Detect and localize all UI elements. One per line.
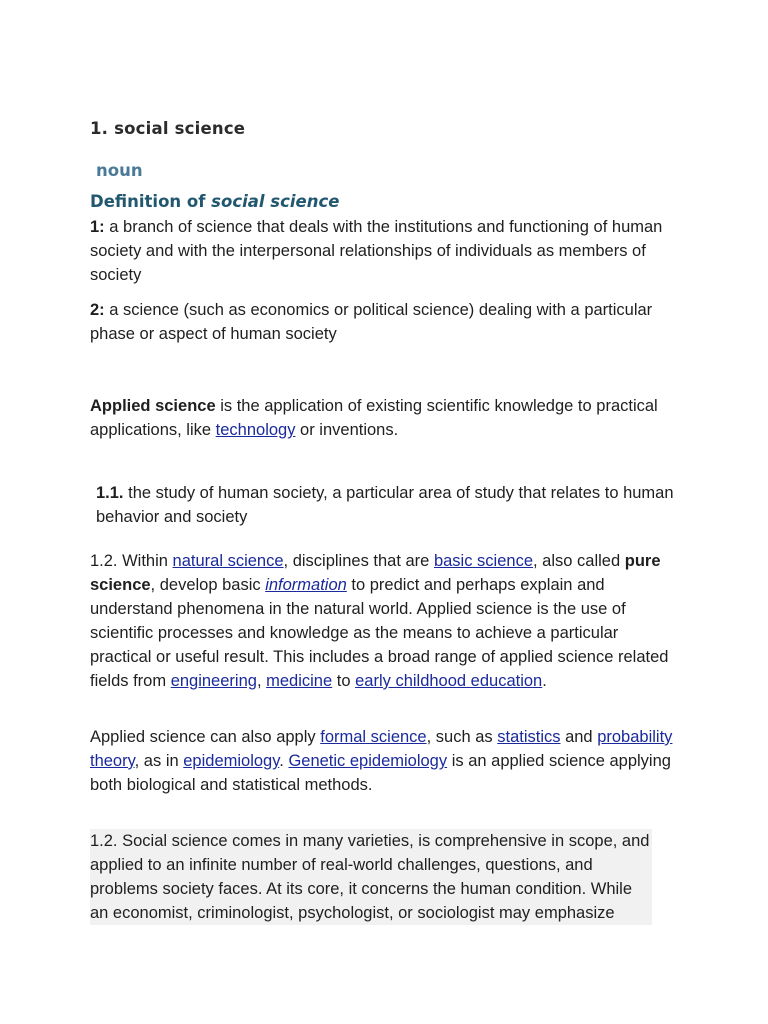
formal-text-4: , as in <box>134 752 184 770</box>
link-formal-science[interactable]: formal science <box>320 728 427 746</box>
sense-2 <box>90 298 680 346</box>
sense-1-text: a branch of science that deals with the institutions and functioning of human society and with the interpersonal relationships of individuals as members of society <box>90 218 663 284</box>
link-epidemiology[interactable]: epidemiology <box>183 752 280 770</box>
link-technology[interactable]: technology <box>215 421 296 439</box>
formal-text-2: , such as <box>426 728 498 746</box>
social-line-2: applied to an infinite number of real-world challenges, questions, and <box>90 856 593 874</box>
p12-text-4: , develop basic <box>150 576 266 594</box>
p12-text-1: 1.2. Within <box>90 552 173 570</box>
p12-text-5: to predict and perhaps explain and understand phenomena in the natural world. Applied science is the use of scientific processes and knowledge as the means to achieve a particular practical or useful result. This includes a broad range of applied science related fields from <box>90 576 669 690</box>
p12-text-3: , also called <box>533 552 625 570</box>
part-of-speech: noun <box>96 161 143 180</box>
link-natural-science[interactable]: natural science <box>172 552 284 570</box>
p12-text-7: to <box>332 672 356 690</box>
link-medicine[interactable]: medicine <box>266 672 333 690</box>
link-basic-science[interactable]: basic science <box>433 552 534 570</box>
applied-text-2: or inventions. <box>295 421 399 439</box>
link-probability-theory[interactable]: probability theory <box>90 728 673 770</box>
pure-science-term: pure science <box>90 552 661 594</box>
paragraph-1-1-number: 1.1. <box>96 484 124 502</box>
sense-2-number: 2: <box>90 301 105 319</box>
social-line-4: an economist, criminologist, psychologist, or sociologist may emphasize <box>90 904 615 922</box>
paragraph-1-1-text: the study of human society, a particular area of study that relates to human behavior and society <box>96 484 674 526</box>
applied-text-1: is the application of existing scientific knowledge to practical applications, like <box>90 397 658 439</box>
link-information[interactable]: information <box>265 576 347 594</box>
applied-science-paragraph <box>90 394 680 442</box>
formal-text-6: is an applied science applying both biological and statistical methods. <box>90 752 671 794</box>
p12-text-6: , <box>256 672 267 690</box>
link-statistics[interactable]: statistics <box>497 728 561 746</box>
link-early-childhood-education[interactable]: early childhood education <box>355 672 543 690</box>
definition-term: social science <box>211 192 340 211</box>
formal-text-3: and <box>560 728 598 746</box>
social-science-highlighted-paragraph <box>90 829 652 925</box>
paragraph-1-1 <box>96 481 680 529</box>
social-line-1: 1.2. Social science comes in many varieties, is comprehensive in scope, and <box>90 832 650 850</box>
sense-1-number: 1: <box>90 218 105 236</box>
sense-2-text: a science (such as economics or political science) dealing with a particular phase or aspect of human society <box>90 301 653 343</box>
entry-heading: 1. social science <box>90 119 246 138</box>
link-genetic-epidemiology[interactable]: Genetic epidemiology <box>288 752 448 770</box>
formal-text-1: Applied science can also apply <box>90 728 321 746</box>
applied-science-term: Applied science <box>90 397 216 415</box>
p12-text-2: , disciplines that are <box>283 552 434 570</box>
link-engineering[interactable]: engineering <box>170 672 257 690</box>
p12-text-8: . <box>542 672 547 690</box>
social-line-3: problems society faces. At its core, it concerns the human condition. While <box>90 880 633 898</box>
formal-text-5: . <box>279 752 289 770</box>
paragraph-1-2 <box>90 549 680 693</box>
definition-prefix: Definition of <box>90 192 212 211</box>
formal-science-paragraph <box>90 725 680 797</box>
definition-title <box>90 192 339 211</box>
sense-1 <box>90 215 680 287</box>
